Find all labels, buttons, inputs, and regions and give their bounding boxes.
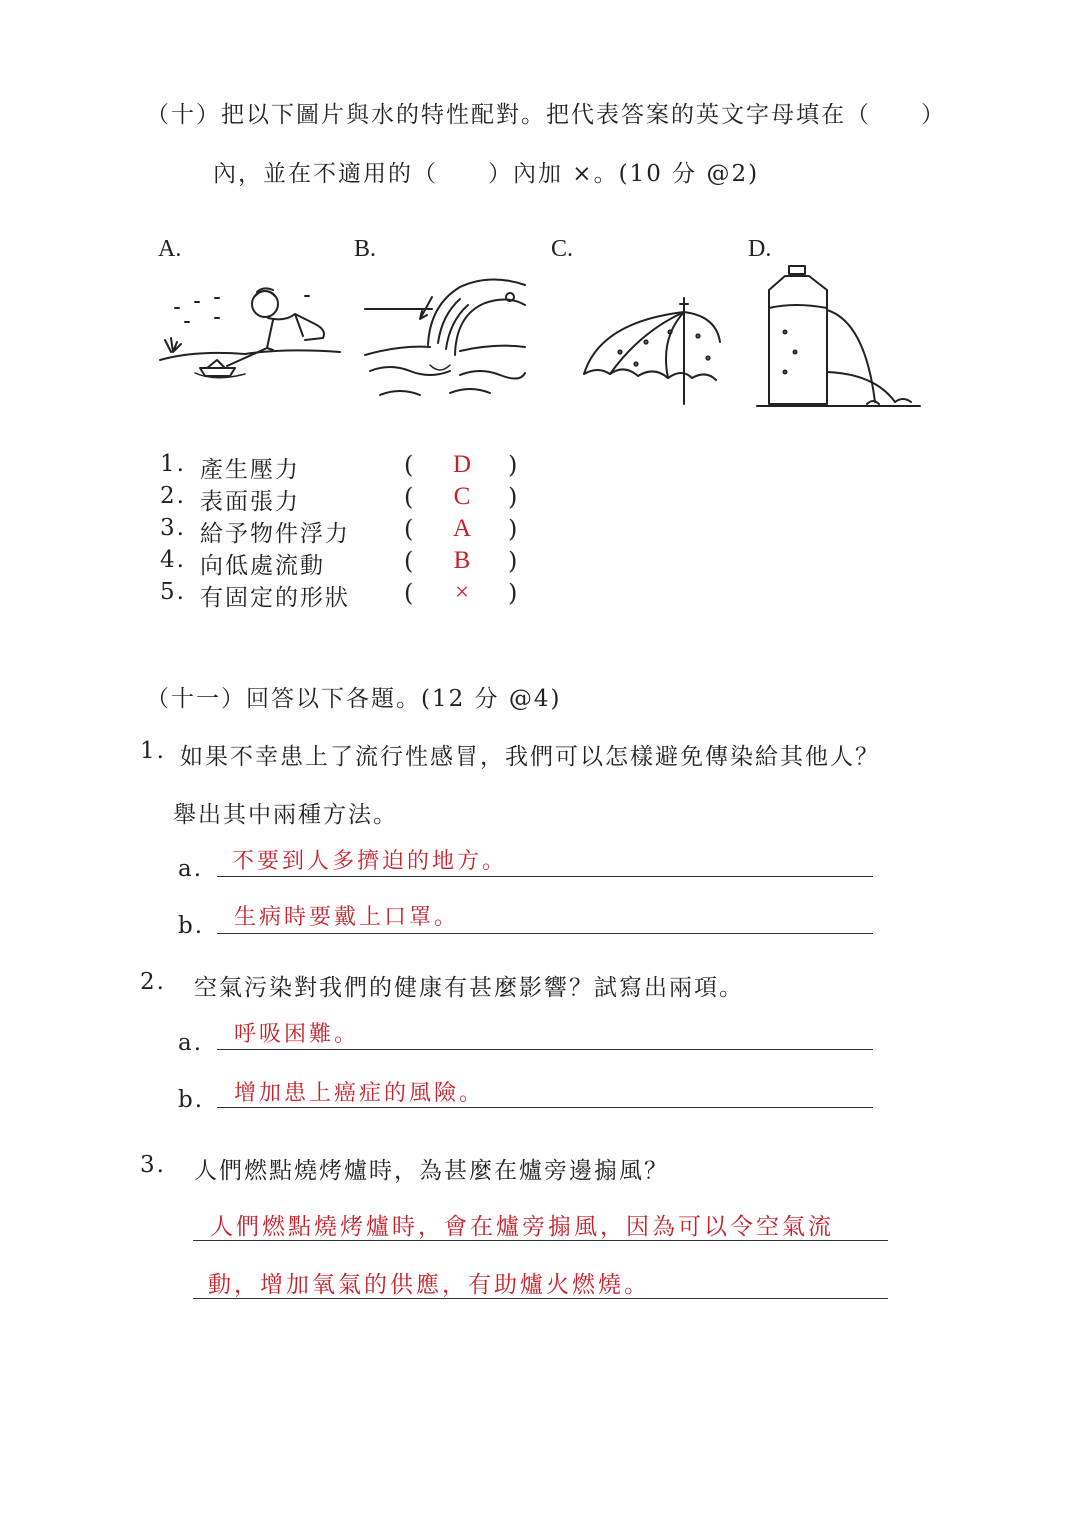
picture-label-c: C. xyxy=(551,236,574,262)
child-floating-paper-boat-icon xyxy=(155,278,345,383)
item-num-1: 1. xyxy=(160,451,186,477)
q2-a-answer-line xyxy=(217,1049,873,1050)
q1-b-answer-line xyxy=(217,933,873,934)
section10-title-line1: （十）把以下圖片與水的特性配對。把代表答案的英文字母填在（ ） xyxy=(146,102,946,128)
paren-open-3: ( xyxy=(404,515,414,543)
item-num-2: 2. xyxy=(160,483,186,509)
q3-text: 人們燃點燒烤爐時，為甚麼在爐旁邊搧風？ xyxy=(194,1158,669,1184)
item-text-2: 表面張力 xyxy=(200,489,300,515)
q1-text-line2: 舉出其中兩種方法。 xyxy=(173,802,398,828)
q1-a-answer: 不要到人多擠迫的地方。 xyxy=(232,849,508,874)
paren-open-1: ( xyxy=(404,451,414,479)
q2-b-label: b. xyxy=(178,1087,205,1113)
answer-2: C xyxy=(453,483,471,510)
water-flowing-downhill-icon xyxy=(360,275,530,410)
q1-b-label: b. xyxy=(178,913,205,939)
umbrella-raindrops-icon xyxy=(580,292,722,407)
q2-b-answer: 增加患上癌症的風險。 xyxy=(234,1081,485,1106)
q1-a-label: a. xyxy=(178,856,204,882)
picture-label-a: A. xyxy=(158,236,182,262)
paren-close-4: ) xyxy=(508,547,518,575)
paren-close-5: ) xyxy=(508,579,518,607)
q3-number: 3. xyxy=(140,1152,166,1178)
q3-answer-rule1 xyxy=(193,1240,888,1241)
answer-3: A xyxy=(452,515,472,542)
q1-b-answer: 生病時要戴上口罩。 xyxy=(234,905,460,930)
item-text-4: 向低處流動 xyxy=(200,553,325,579)
item-num-3: 3. xyxy=(160,515,186,541)
paren-close-3: ) xyxy=(508,515,518,543)
q3-answer-rule2 xyxy=(193,1298,888,1299)
bottle-water-spurting-icon xyxy=(755,262,925,410)
q2-a-answer: 呼吸困難。 xyxy=(234,1022,360,1047)
picture-label-b: B. xyxy=(354,236,377,262)
q3-answer-line1: 人們燃點燒烤爐時，會在爐旁搧風，因為可以令空氣流 xyxy=(210,1214,834,1240)
answer-4: B xyxy=(453,547,471,574)
paren-open-5: ( xyxy=(404,579,414,607)
paren-close-1: ) xyxy=(508,451,518,479)
q1-a-answer-line xyxy=(217,876,873,877)
section10-title-line2: 內，並在不適用的（ ）內加 ×。(10 分 @2) xyxy=(213,161,760,187)
item-text-1: 產生壓力 xyxy=(200,457,300,483)
section11-title: （十一）回答以下各題。(12 分 @4) xyxy=(146,686,562,712)
q3-answer-line2: 動，增加氧氣的供應，有助爐火燃燒。 xyxy=(208,1272,650,1298)
picture-label-d: D. xyxy=(748,236,772,262)
item-num-4: 4. xyxy=(160,547,186,573)
paren-close-2: ) xyxy=(508,483,518,511)
paren-open-2: ( xyxy=(404,483,414,511)
q1-text-line1: 如果不幸患上了流行性感冒，我們可以怎樣避免傳染給其他人？ xyxy=(180,744,880,770)
q1-number: 1. xyxy=(140,738,166,764)
paren-open-4: ( xyxy=(404,547,414,575)
item-text-5: 有固定的形狀 xyxy=(200,585,350,611)
answer-5: × xyxy=(454,579,470,606)
q2-text: 空氣污染對我們的健康有甚麼影響？試寫出兩項。 xyxy=(194,975,744,1001)
item-text-3: 給予物件浮力 xyxy=(200,521,350,547)
item-num-5: 5. xyxy=(160,579,186,605)
answer-1: D xyxy=(452,451,472,478)
q2-b-answer-line xyxy=(217,1107,873,1108)
q2-a-label: a. xyxy=(178,1030,204,1056)
q2-number: 2. xyxy=(140,969,166,995)
